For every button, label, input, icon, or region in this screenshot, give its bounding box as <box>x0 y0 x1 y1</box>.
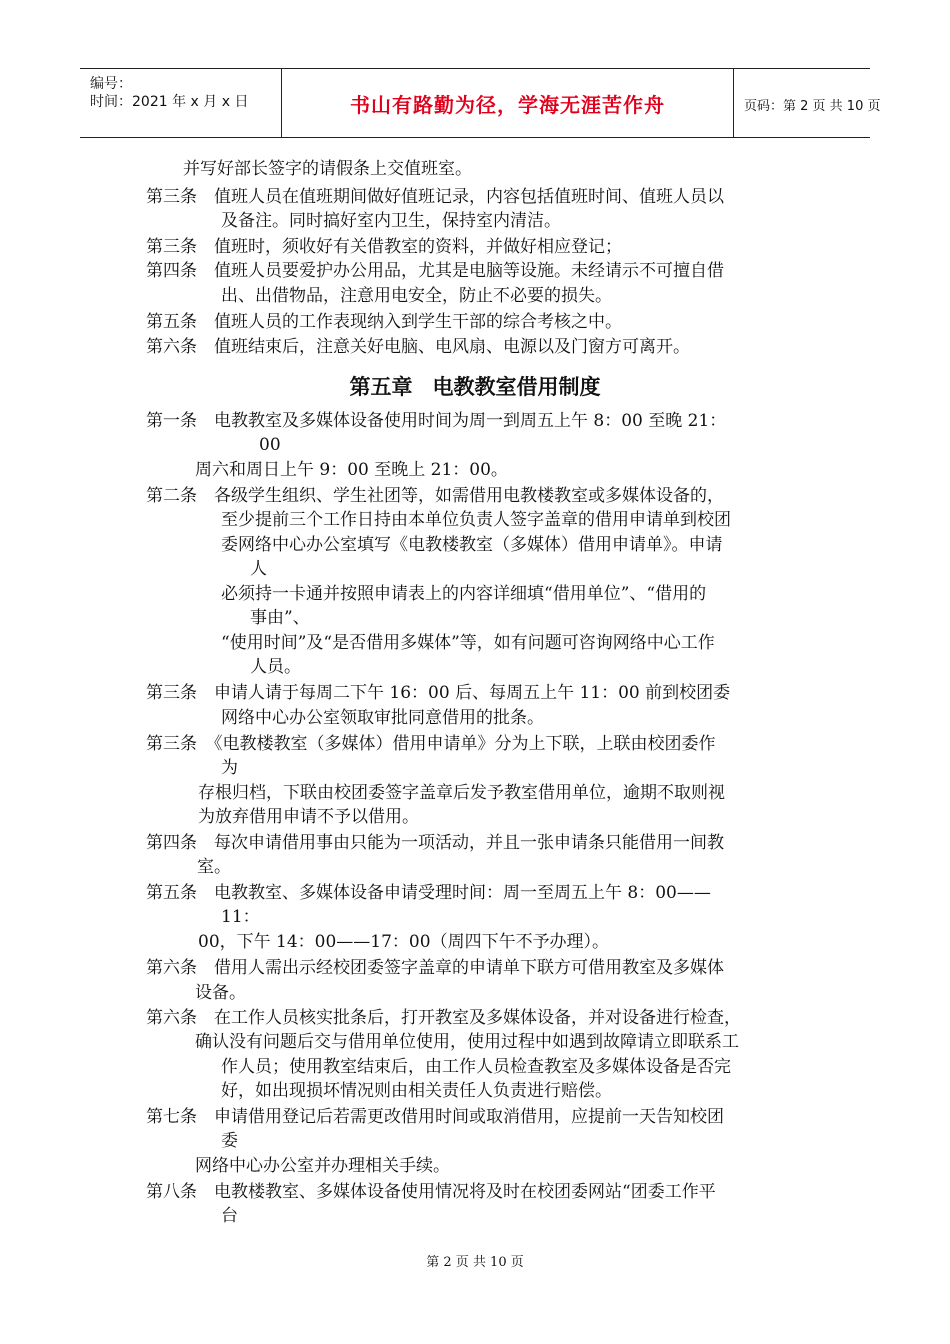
body-line: 第六条 在工作人员核实批条后，打开教室及多媒体设备，并对设备进行检查， <box>146 1008 741 1028</box>
page-header <box>80 68 881 138</box>
document-number-label: 编号： <box>90 76 132 92</box>
body-line: 确认没有问题后交与借用单位使用，使用过程中如遇到故障请立即联系工 <box>195 1032 739 1052</box>
body-line: 人 <box>250 559 267 579</box>
body-line: 第三条 值班人员在值班期间做好值班记录，内容包括值班时间、值班人员以 <box>146 187 724 207</box>
header-page-cell <box>734 69 881 137</box>
chapter-title <box>0 371 950 401</box>
body-line: 及备注。同时搞好室内卫生，保持室内清洁。 <box>221 211 561 231</box>
body-line: 作人员；使用教室结束后，由工作人员检查教室及多媒体设备是否完 <box>221 1057 731 1077</box>
body-line: 台 <box>221 1206 238 1226</box>
body-line: 第七条 申请借用登记后若需更改借用时间或取消借用，应提前一天告知校团 <box>146 1107 724 1127</box>
body-line: 人员。 <box>250 657 301 677</box>
body-line: 第四条 值班人员要爱护办公用品，尤其是电脑等设施。未经请示不可擅自借 <box>146 261 724 281</box>
body-line: 第三条 申请人请于每周二下午 16：00 后、每周五上午 11：00 前到校团委 <box>146 683 731 703</box>
body-line: 为放弃借用申请不予以借用。 <box>198 807 419 827</box>
chapter-name: 电教教室借用制度 <box>432 375 601 399</box>
body-line: 事由”、 <box>250 608 310 628</box>
body-line: 第三条 值班时，须收好有关借教室的资料，并做好相应登记； <box>146 237 622 257</box>
body-line: 存根归档，下联由校团委签字盖章后发予教室借用单位，逾期不取则视 <box>198 783 725 803</box>
body-line: 设备。 <box>195 983 246 1003</box>
body-line: 第一条 电教教室及多媒体设备使用时间为周一到周五上午 8：00 至晚 21： <box>146 411 727 431</box>
body-line: 第四条 每次申请借用事由只能为一项活动，并且一张申请条只能借用一间教 <box>146 833 724 853</box>
body-line: 00，下午 14：00——17：00（周四下午不予办理）。 <box>198 932 610 952</box>
body-line: 必须持一卡通并按照申请表上的内容详细填“借用单位”、“借用的 <box>221 584 707 604</box>
chapter-number: 第五章 <box>349 375 413 399</box>
header-motto: 书山有路勤为径，学海无涯苦作舟 <box>350 92 665 117</box>
header-page-info: 页码：第 2 页 共 10 页 <box>744 99 881 114</box>
body-line: 第八条 电教楼教室、多媒体设备使用情况将及时在校团委网站“团委工作平 <box>146 1182 716 1202</box>
body-line: 委网络中心办公室填写《电教楼教室（多媒体）借用申请单》。申请 <box>221 535 723 555</box>
body-line: 第五条 值班人员的工作表现纳入到学生干部的综合考核之中。 <box>146 312 622 332</box>
body-line: 第三条 《电教楼教室（多媒体）借用申请单》分为上下联，上联由校团委作 <box>146 734 716 754</box>
body-line: 00 <box>259 435 281 455</box>
body-line: “使用时间”及“是否借用多媒体”等，如有问题可咨询网络中心工作 <box>221 633 715 653</box>
body-line: 为 <box>221 758 238 778</box>
body-line: 至少提前三个工作日持由本单位负责人签字盖章的借用申请单到校团 <box>221 510 731 530</box>
body-line: 第六条 值班结束后，注意关好电脑、电风扇、电源以及门窗方可离开。 <box>146 337 690 357</box>
body-line: 好，如出现损坏情况则由相关责任人负责进行赔偿。 <box>221 1081 612 1101</box>
body-line: 第五条 电教教室、多媒体设备申请受理时间：周一至周五上午 8：00—— <box>146 883 711 903</box>
body-line: 网络中心办公室领取审批同意借用的批条。 <box>221 708 544 728</box>
body-line: 周六和周日上午 9：00 至晚上 21：00。 <box>195 460 508 480</box>
body-line: 网络中心办公室并办理相关手续。 <box>195 1156 450 1176</box>
header-meta-cell <box>80 69 282 137</box>
header-motto-cell <box>282 69 734 137</box>
page-footer: 第 2 页 共 10 页 <box>426 1255 524 1270</box>
body-line: 委 <box>221 1131 238 1151</box>
body-line: 第二条 各级学生组织、学生社团等，如需借用电教楼教室或多媒体设备的， <box>146 486 724 506</box>
body-line: 第六条 借用人需出示经校团委签字盖章的申请单下联方可借用教室及多媒体 <box>146 958 724 978</box>
document-date: 时间：2021 年 x 月 x 日 <box>90 94 249 110</box>
body-line: 室。 <box>197 857 231 877</box>
body-line: 出、出借物品，注意用电安全，防止不必要的损失。 <box>221 286 612 306</box>
body-line: 11： <box>221 907 260 927</box>
body-line: 并写好部长签字的请假条上交值班室。 <box>183 159 472 179</box>
